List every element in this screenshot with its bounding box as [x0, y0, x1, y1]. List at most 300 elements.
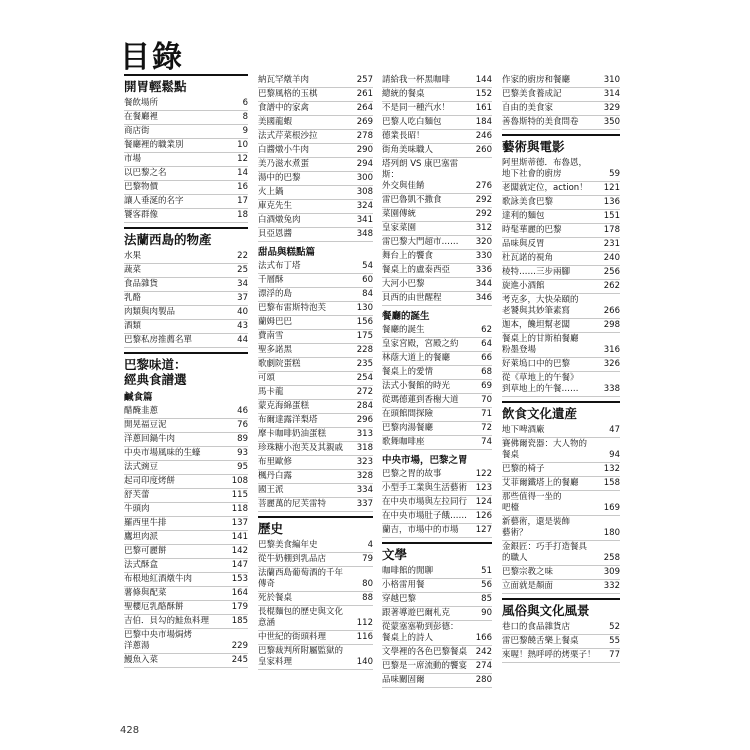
toc-entry[interactable]: [124, 503, 248, 517]
toc-entry-page: 184: [475, 117, 492, 127]
toc-entry-page: 144: [475, 75, 492, 85]
toc-entry-title: 納瓦罕燉羊肉: [258, 75, 310, 85]
toc-entry-title: 長棍麵包的歷史與文化 意涵: [258, 607, 344, 628]
toc-entry-page: 264: [356, 103, 373, 113]
toc-entry-page: 316: [603, 345, 620, 355]
toc-entry-page: 260: [475, 145, 492, 155]
toc-entry-page: 178: [603, 225, 620, 235]
toc-entry-title: 白酒燉兔肉: [258, 215, 301, 225]
toc-entry-title: 巴黎物價: [124, 182, 159, 192]
toc-entry-title: 雷巴魯凱不撒食: [382, 195, 442, 205]
toc-entry-page: 64: [481, 339, 492, 349]
section-heading: 法蘭西島的物產: [124, 227, 248, 247]
toc-entry-title: 國王派: [258, 485, 284, 495]
toc-entry-title: 蔬菜: [124, 265, 142, 275]
toc-entry[interactable]: [382, 565, 492, 579]
toc-entry[interactable]: [382, 194, 492, 208]
toc-entry[interactable]: [124, 419, 248, 433]
toc-entry[interactable]: [258, 470, 373, 484]
toc-entry-title: 好萊塢口中的巴黎: [502, 359, 571, 369]
toc-entry-title: 法式酥盒: [124, 560, 159, 570]
toc-entry[interactable]: [258, 567, 373, 592]
toc-entry[interactable]: [382, 222, 492, 236]
toc-entry-title: 聖櫻厄乳酪酥餅: [124, 602, 184, 612]
toc-entry-title: 小格雷用餐: [382, 580, 425, 590]
toc-entry[interactable]: [382, 579, 492, 593]
toc-entry-page: 55: [609, 636, 620, 646]
toc-entry-title: 杜瓦諾的視角: [502, 253, 554, 263]
toc-entry[interactable]: [502, 157, 620, 182]
toc-entry-title: 巴黎私房推薦名單: [124, 335, 193, 345]
toc-entry[interactable]: [502, 102, 620, 116]
toc-entry[interactable]: [502, 74, 620, 88]
toc-entry[interactable]: [382, 524, 492, 538]
toc-entry[interactable]: [382, 674, 492, 688]
toc-entry-title: 法式豌豆: [124, 462, 159, 472]
toc-entry-page: 235: [356, 359, 373, 369]
toc-entry[interactable]: [124, 461, 248, 475]
toc-entry[interactable]: [124, 573, 248, 587]
toc-entry-page: 54: [362, 261, 373, 271]
toc-entry-title: 在頭館間探險: [382, 409, 434, 419]
toc-entry[interactable]: [382, 468, 492, 482]
toc-entry[interactable]: [502, 621, 620, 635]
toc-entry[interactable]: [258, 144, 373, 158]
toc-entry[interactable]: [124, 334, 248, 348]
toc-entry[interactable]: [502, 238, 620, 252]
toc-entry[interactable]: [502, 516, 620, 541]
toc-entry[interactable]: [502, 438, 620, 463]
toc-entry-title: 起司印度烤餅: [124, 476, 176, 486]
toc-entry[interactable]: [124, 306, 248, 320]
toc-entry-title: 珍珠糖小泡芙及其親戚: [258, 443, 344, 453]
toc-entry-title: 作家的廚房和餐廳: [502, 75, 571, 85]
toc-entry[interactable]: [258, 88, 373, 102]
toc-entry-page: 40: [237, 307, 248, 317]
toc-entry[interactable]: [382, 74, 492, 88]
toc-entry[interactable]: [382, 366, 492, 380]
toc-entry-page: 330: [475, 251, 492, 261]
toc-entry[interactable]: [258, 372, 373, 386]
toc-entry-title: 菜園傳統: [382, 209, 417, 219]
toc-entry[interactable]: [258, 228, 373, 242]
toc-entry[interactable]: [382, 338, 492, 352]
toc-entry-page: 175: [356, 331, 373, 341]
toc-entry-page: 85: [481, 594, 492, 604]
subsection-heading: 鹹食篇: [124, 392, 153, 403]
toc-entry-title: 雷巴黎饒舌樂上餐桌: [502, 636, 579, 646]
toc-entry-title: 餐桌上的甘斯柏餐廳 粉墨登場: [502, 334, 579, 355]
toc-entry[interactable]: [124, 654, 248, 668]
toc-entry-title: 薯條與配菜: [124, 588, 167, 598]
toc-entry-page: 326: [603, 359, 620, 369]
toc-entry[interactable]: [124, 545, 248, 559]
toc-entry[interactable]: [124, 433, 248, 447]
toc-entry-title: 賽佛爾瓷器：大人物的 餐桌: [502, 439, 588, 460]
toc-entry[interactable]: [382, 208, 492, 222]
toc-entry[interactable]: [502, 210, 620, 224]
toc-entry-page: 298: [603, 320, 620, 330]
toc-entry[interactable]: [258, 386, 373, 400]
toc-entry-page: 52: [609, 622, 620, 632]
toc-entry-title: 德業長昭！: [382, 131, 425, 141]
toc-entry-title: 巴黎肉湯餐廳: [382, 423, 434, 433]
toc-entry-page: 296: [356, 415, 373, 425]
toc-entry-title: 巴黎是一席流動的饗宴: [382, 661, 468, 671]
toc-entry[interactable]: [258, 539, 373, 553]
toc-entry-title: 讓人垂涎的名字: [124, 196, 184, 206]
toc-entry[interactable]: [124, 278, 248, 292]
toc-entry-page: 336: [475, 265, 492, 275]
toc-entry-page: 17: [237, 196, 248, 206]
toc-entry-title: 馬卡龍: [258, 387, 284, 397]
toc-entry[interactable]: [124, 111, 248, 125]
page-number: 428: [120, 725, 140, 736]
toc-entry[interactable]: [382, 607, 492, 621]
toc-entry-page: 309: [603, 567, 620, 577]
subsection-heading: 中央市場，巴黎之胃: [382, 455, 468, 466]
toc-entry-title: 楓丹白露: [258, 471, 293, 481]
toc-entry[interactable]: [382, 236, 492, 250]
toc-entry[interactable]: [502, 477, 620, 491]
toc-entry-page: 8: [242, 112, 248, 122]
toc-entry-title: 布爾達露洋梨塔: [258, 415, 318, 425]
toc-entry[interactable]: [258, 186, 373, 200]
toc-entry[interactable]: [258, 442, 373, 456]
toc-entry[interactable]: [382, 593, 492, 607]
toc-entry[interactable]: [124, 531, 248, 545]
toc-column-3: [382, 74, 492, 688]
toc-entry[interactable]: [258, 428, 373, 442]
toc-entry[interactable]: [382, 496, 492, 510]
toc-entry[interactable]: [258, 553, 373, 567]
toc-entry-title: 白醬燉小牛肉: [258, 145, 310, 155]
toc-entry-page: 141: [231, 532, 248, 542]
toc-entry-title: 貝西的由世醒程: [382, 293, 442, 303]
toc-entry-page: 266: [603, 306, 620, 316]
toc-entry[interactable]: [258, 456, 373, 470]
toc-entry[interactable]: [502, 635, 620, 649]
toc-entry-page: 37: [237, 293, 248, 303]
toc-entry[interactable]: [382, 408, 492, 422]
toc-entry-title: 蒙克海綿蛋糕: [258, 401, 310, 411]
toc-entry[interactable]: [124, 209, 248, 223]
toc-entry[interactable]: [258, 260, 373, 274]
toc-entry-title: 巴黎可麗餅: [124, 546, 167, 556]
toc-entry-title: 旋進小酒館: [502, 281, 545, 291]
toc-entry[interactable]: [124, 97, 248, 111]
toc-entry[interactable]: [124, 475, 248, 489]
toc-entry-page: 127: [475, 525, 492, 535]
toc-entry-title: 布里歐修: [258, 457, 293, 467]
toc-entry-page: 70: [481, 395, 492, 405]
toc-entry-page: 258: [603, 553, 620, 563]
toc-entry[interactable]: [124, 139, 248, 153]
toc-entry-title: 菩麗萬的尼芙雷特: [258, 499, 327, 509]
toc-entry[interactable]: [258, 288, 373, 302]
toc-entry-page: 312: [475, 223, 492, 233]
toc-entry[interactable]: [382, 102, 492, 116]
toc-entry-page: 59: [609, 169, 620, 179]
toc-entry-title: 蘭吉，市場中的市場: [382, 525, 459, 535]
toc-entry[interactable]: [382, 394, 492, 408]
toc-entry-title: 地下啤酒廠: [502, 425, 545, 435]
toc-entry[interactable]: [382, 621, 492, 646]
toc-entry[interactable]: [124, 587, 248, 601]
toc-entry[interactable]: [258, 645, 373, 670]
toc-entry[interactable]: [258, 358, 373, 372]
toc-entry[interactable]: [258, 344, 373, 358]
toc-entry-title: 從牛奶棚到乳品店: [258, 554, 327, 564]
toc-entry[interactable]: [502, 424, 620, 438]
toc-entry[interactable]: [124, 320, 248, 334]
toc-entry-title: 中央市場風味的生蠔: [124, 448, 201, 458]
toc-entry[interactable]: [124, 292, 248, 306]
toc-entry-page: 47: [609, 425, 620, 435]
section-heading: 風俗與文化風景: [502, 598, 620, 618]
toc-entry[interactable]: [382, 436, 492, 450]
toc-entry-title: 洋蔥回鍋牛肉: [124, 434, 176, 444]
toc-entry-page: 14: [237, 168, 248, 178]
toc-entry-title: 歌劇院蛋糕: [258, 359, 301, 369]
section-heading: 飲食文化遺産: [502, 401, 620, 421]
toc-entry-page: 166: [475, 633, 492, 643]
toc-entry[interactable]: [124, 264, 248, 278]
toc-entry-title: 費南雪: [258, 331, 284, 341]
toc-entry-title: 立面就是顏面: [502, 581, 554, 591]
toc-entry-page: 320: [475, 237, 492, 247]
section-heading: 文學: [382, 542, 492, 562]
toc-entry-page: 346: [475, 293, 492, 303]
toc-entry-page: 156: [356, 317, 373, 327]
toc-entry-title: 巴黎美食編年史: [258, 540, 318, 550]
toc-entry-page: 80: [362, 579, 373, 589]
toc-entry[interactable]: [382, 422, 492, 436]
toc-entry[interactable]: [124, 489, 248, 503]
toc-entry[interactable]: [124, 559, 248, 573]
toc-entry-title: 巴黎宗教之味: [502, 567, 554, 577]
toc-entry[interactable]: [124, 195, 248, 209]
toc-entry-title: 品味與反胃: [502, 239, 545, 249]
toc-entry-page: 118: [231, 504, 248, 514]
toc-entry[interactable]: [502, 182, 620, 196]
toc-entry-page: 274: [475, 661, 492, 671]
toc-entry-title: 皇家菜園: [382, 223, 417, 233]
toc-entry-page: 169: [603, 503, 620, 513]
toc-entry[interactable]: [502, 294, 620, 319]
toc-entry-page: 71: [481, 409, 492, 419]
toc-entry-title: 巴黎的椅子: [502, 464, 545, 474]
toc-entry-page: 290: [356, 145, 373, 155]
toc-entry-page: 334: [356, 485, 373, 495]
toc-entry-page: 76: [237, 420, 248, 430]
toc-entry-page: 124: [475, 497, 492, 507]
toc-entry[interactable]: [382, 116, 492, 130]
toc-entry-page: 77: [609, 650, 620, 660]
toc-entry[interactable]: [124, 250, 248, 264]
toc-entry[interactable]: [258, 200, 373, 214]
toc-entry[interactable]: [258, 592, 373, 606]
toc-entry[interactable]: [124, 153, 248, 167]
toc-entry[interactable]: [258, 330, 373, 344]
toc-entry-page: 34: [237, 279, 248, 289]
toc-entry-title: 請給我一杯黑咖啡: [382, 75, 451, 85]
toc-entry[interactable]: [258, 484, 373, 498]
toc-entry-page: 151: [603, 211, 620, 221]
toc-entry-title: 品味關固爾: [382, 675, 425, 685]
page-title: 目錄: [120, 40, 184, 75]
toc-entry[interactable]: [382, 144, 492, 158]
toc-entry-page: 66: [481, 353, 492, 363]
toc-entry-page: 69: [481, 381, 492, 391]
toc-entry[interactable]: [502, 580, 620, 594]
toc-entry[interactable]: [502, 224, 620, 238]
toc-entry[interactable]: [502, 116, 620, 130]
toc-entry[interactable]: [258, 414, 373, 428]
toc-entry[interactable]: [258, 498, 373, 512]
toc-entry[interactable]: [382, 292, 492, 306]
toc-entry-title: 從瑪德蓮到香榭大道: [382, 395, 459, 405]
toc-entry[interactable]: [124, 125, 248, 139]
toc-entry-page: 256: [603, 267, 620, 277]
toc-entry-page: 60: [362, 275, 373, 285]
toc-entry[interactable]: [258, 316, 373, 330]
toc-entry[interactable]: [382, 88, 492, 102]
toc-entry-page: 122: [475, 469, 492, 479]
toc-entry[interactable]: [258, 102, 373, 116]
toc-entry[interactable]: [258, 631, 373, 645]
toc-entry-title: 巴黎裁判所附屬監獄的 皇家料理: [258, 646, 344, 667]
toc-entry-title: 金銀匠：巧手打造餐具 的職人: [502, 542, 588, 563]
toc-entry[interactable]: [382, 482, 492, 496]
toc-entry-page: 272: [356, 387, 373, 397]
toc-entry[interactable]: [258, 400, 373, 414]
toc-entry-page: 95: [237, 462, 248, 472]
toc-entry[interactable]: [502, 491, 620, 516]
toc-entry[interactable]: [502, 372, 620, 397]
toc-entry[interactable]: [502, 88, 620, 102]
toc-entry-title: 吉伯．貝勾的鮭魚料理: [124, 616, 210, 626]
toc-entry[interactable]: [124, 181, 248, 195]
toc-entry[interactable]: [258, 302, 373, 316]
toc-entry-title: 街角美味職人: [382, 145, 434, 155]
toc-entry[interactable]: [502, 333, 620, 358]
toc-entry[interactable]: [382, 352, 492, 366]
toc-entry-page: 88: [362, 593, 373, 603]
toc-entry[interactable]: [502, 358, 620, 372]
toc-entry-page: 89: [237, 434, 248, 444]
toc-entry[interactable]: [258, 214, 373, 228]
toc-entry[interactable]: [502, 541, 620, 566]
toc-entry[interactable]: [258, 172, 373, 186]
toc-entry[interactable]: [502, 196, 620, 210]
toc-entry[interactable]: [124, 615, 248, 629]
toc-entry[interactable]: [382, 646, 492, 660]
toc-entry-page: 280: [475, 675, 492, 685]
toc-entry-title: 中世紀的街頭料理: [258, 632, 327, 642]
toc-entry-title: 考克多，大快朵頤的 老饕與其妙筆素寫: [502, 295, 579, 316]
toc-entry-title: 食品雜貨: [124, 279, 159, 289]
toc-entry[interactable]: [502, 280, 620, 294]
toc-entry-title: 雷巴黎大門超市……: [382, 237, 459, 247]
toc-entry-page: 46: [237, 406, 248, 416]
toc-entry-page: 43: [237, 321, 248, 331]
toc-entry-title: 迦本，饞坦幫老闆: [502, 320, 571, 330]
toc-entry[interactable]: [124, 629, 248, 654]
toc-entry-title: 貝亞恩醬: [258, 229, 293, 239]
toc-entry-page: 123: [475, 483, 492, 493]
toc-entry-title: 小型手工業與生活藝術: [382, 483, 468, 493]
toc-entry-page: 158: [603, 478, 620, 488]
toc-entry-title: 時髦華麗的巴黎: [502, 225, 562, 235]
toc-entry-title: 美國龍蝦: [258, 117, 293, 127]
toc-entry-page: 132: [603, 464, 620, 474]
toc-entry-page: 112: [356, 618, 373, 628]
toc-entry[interactable]: [124, 447, 248, 461]
toc-entry[interactable]: [502, 566, 620, 580]
toc-entry[interactable]: [258, 74, 373, 88]
toc-entry-title: 舞台上的饗食: [382, 251, 434, 261]
toc-entry-page: 329: [603, 103, 620, 113]
toc-entry[interactable]: [502, 266, 620, 280]
toc-entry[interactable]: [258, 158, 373, 172]
toc-entry[interactable]: [382, 324, 492, 338]
toc-entry-title: 穿越巴黎: [382, 594, 417, 604]
toc-entry[interactable]: [382, 130, 492, 144]
toc-entry[interactable]: [258, 130, 373, 144]
toc-entry[interactable]: [124, 517, 248, 531]
toc-entry-page: 12: [237, 154, 248, 164]
toc-entry-title: 法式芹菜根沙拉: [258, 131, 318, 141]
toc-entry[interactable]: [382, 264, 492, 278]
toc-entry-title: 總統的餐桌: [382, 89, 425, 99]
toc-entry[interactable]: [124, 601, 248, 615]
toc-entry-page: 231: [603, 239, 620, 249]
toc-entry[interactable]: [258, 606, 373, 631]
toc-entry[interactable]: [502, 463, 620, 477]
toc-entry-title: 死於餐桌: [258, 593, 293, 603]
toc-entry-page: 115: [231, 490, 248, 500]
toc-entry-page: 328: [356, 471, 373, 481]
toc-entry-title: 巴黎布雷斯特泡芙: [258, 303, 327, 313]
toc-entry[interactable]: [382, 380, 492, 394]
toc-entry[interactable]: [502, 319, 620, 333]
toc-entry-page: 308: [356, 187, 373, 197]
toc-entry[interactable]: [124, 405, 248, 419]
toc-entry-page: 180: [603, 528, 620, 538]
toc-entry-page: 94: [609, 450, 620, 460]
toc-entry[interactable]: [382, 510, 492, 524]
toc-entry[interactable]: [502, 252, 620, 266]
toc-entry[interactable]: [382, 278, 492, 292]
toc-entry-page: 276: [475, 181, 492, 191]
toc-entry-page: 90: [481, 608, 492, 618]
toc-entry-title: 那些值得一坐的 吧檯: [502, 492, 562, 513]
toc-entry[interactable]: [258, 274, 373, 288]
toc-entry-page: 246: [475, 131, 492, 141]
toc-entry-title: 歌詠美食巴黎: [502, 197, 554, 207]
toc-entry-title: 商店街: [124, 126, 150, 136]
toc-entry[interactable]: [124, 167, 248, 181]
toc-entry[interactable]: [382, 660, 492, 674]
toc-entry-page: 62: [481, 325, 492, 335]
toc-entry[interactable]: [502, 649, 620, 663]
toc-entry[interactable]: [382, 158, 492, 194]
toc-entry-page: 229: [231, 641, 248, 651]
toc-entry[interactable]: [382, 250, 492, 264]
toc-entry-title: 巴黎之胃的故事: [382, 469, 442, 479]
toc-entry[interactable]: [258, 116, 373, 130]
